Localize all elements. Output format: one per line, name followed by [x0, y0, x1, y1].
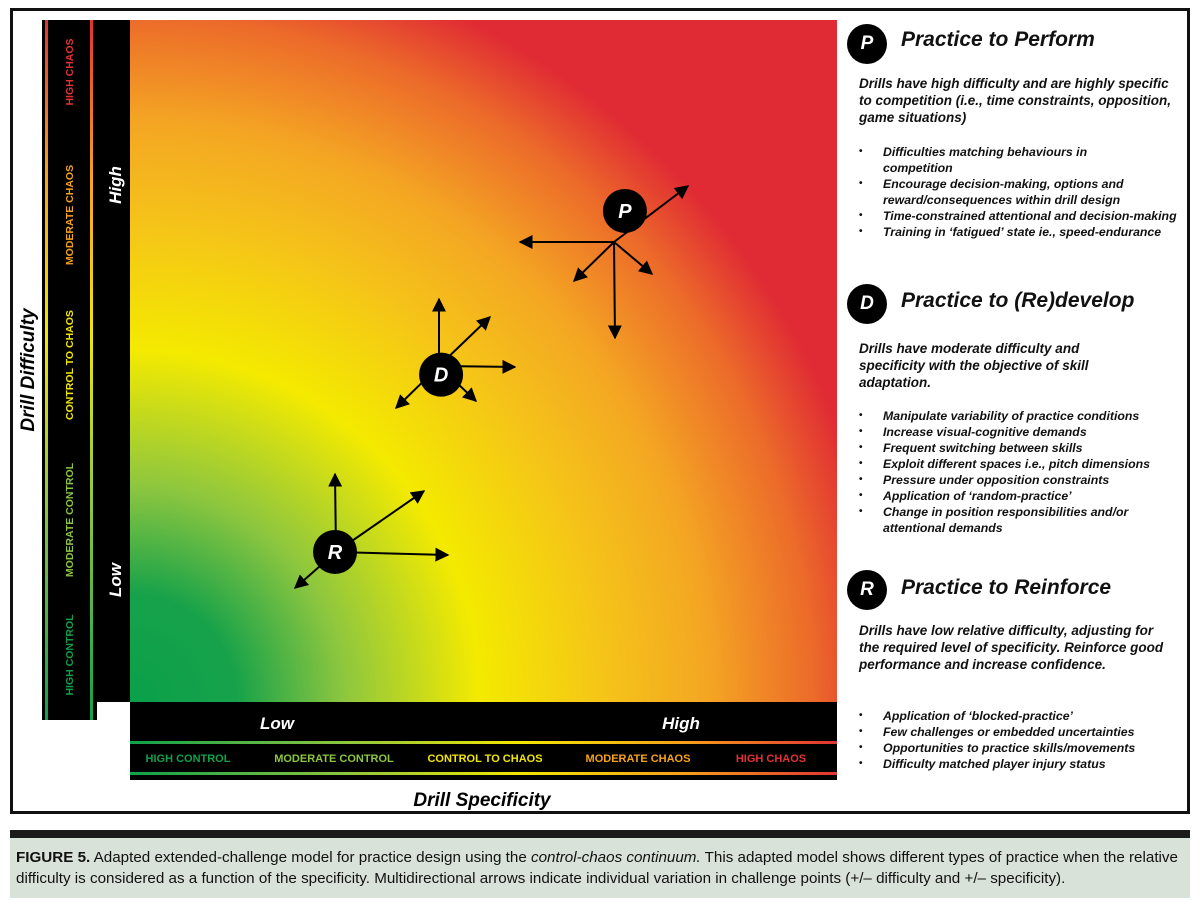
caption-text-after: This adapted model shows different types of practice when the relative difficulty is considered as a function of the specificity. Multidirectional arrows indicate individual variation in challenge points (+/– difficulty and +/– specificity).	[16, 849, 1178, 887]
list-item: • Pressure under opposition constraints	[859, 472, 1184, 488]
section-desc-redevelop: Drills have moderate difficulty and specificity with the objective of skill adaptation.	[859, 341, 1089, 390]
point-label-r: R	[327, 541, 343, 564]
figure-caption	[10, 838, 1190, 898]
badge-r: R	[847, 570, 887, 610]
list-item: • Difficulty matched player injury status	[859, 756, 1184, 772]
section-title-reinforce: Practice to Reinforce	[901, 576, 1112, 599]
y-continuum-line-right	[90, 20, 93, 720]
y-continuum-label: MODERATE CONTROL	[64, 462, 76, 578]
list-item: • Training in ‘fatigued’ state ie., speed-endurance	[859, 224, 1183, 240]
y-axis-high-label: High	[106, 166, 125, 204]
bullet-list-perform	[859, 144, 1184, 240]
list-item: • Exploit different spaces i.e., pitch dimensions	[859, 456, 1184, 472]
y-axis-title: Drill Difficulty	[18, 308, 39, 432]
list-item: • Manipulate variability of practice conditions	[859, 408, 1184, 424]
list-item: • Time-constrained attentional and decision-making	[859, 208, 1183, 224]
caption-label: FIGURE 5.	[16, 849, 91, 866]
x-continuum-line-bottom	[130, 772, 837, 775]
list-item: • Application of ‘blocked-practice’	[859, 708, 1184, 724]
section-desc-perform: Drills have high difficulty and are highly specific to competition (i.e., time constraints, opposition, game situations)	[859, 76, 1172, 125]
y-continuum-label: HIGH CONTROL	[64, 614, 76, 696]
list-item: • Frequent switching between skills	[859, 440, 1184, 456]
y-continuum-label: CONTROL TO CHAOS	[64, 310, 76, 420]
section-title-perform: Practice to Perform	[901, 28, 1095, 51]
list-item: • Application of ‘random-practice’	[859, 488, 1184, 504]
y-axis-low-label: Low	[106, 563, 125, 597]
x-axis-high-label: High	[662, 714, 700, 733]
section-desc-reinforce: Drills have low relative difficulty, adjusting for the required level of specificity. Reinforce good performance and increase confidence.	[859, 623, 1164, 672]
badge-d: D	[847, 284, 887, 324]
list-item: • Encourage decision-making, options and reward/consequences within drill design	[859, 176, 1183, 208]
y-continuum-label: MODERATE CHAOS	[64, 164, 76, 266]
x-continuum-label: CONTROL TO CHAOS	[427, 753, 543, 765]
point-label-d: D	[433, 364, 449, 387]
bullet-list-reinforce	[859, 708, 1184, 772]
x-continuum-label: HIGH CHAOS	[735, 753, 807, 765]
list-item: • Increase visual-cognitive demands	[859, 424, 1184, 440]
x-continuum-label: MODERATE CHAOS	[585, 753, 691, 765]
caption-divider	[10, 830, 1190, 838]
point-label-p: P	[618, 200, 632, 223]
plot-area	[130, 20, 837, 702]
y-continuum-label: HIGH CHAOS	[64, 38, 76, 106]
y-continuum-line-left	[45, 20, 48, 720]
x-axis-bar	[130, 702, 837, 740]
x-axis-low-label: Low	[260, 714, 294, 733]
x-continuum-line-top	[130, 741, 837, 744]
x-continuum-label: HIGH CONTROL	[145, 753, 231, 765]
y-axis-bar	[97, 20, 130, 702]
list-item: • Opportunities to practice skills/movements	[859, 740, 1184, 756]
list-item: • Change in position responsibilities and/or attentional demands	[859, 504, 1183, 536]
bullet-list-redevelop	[859, 408, 1184, 536]
caption-text-before: Adapted extended-challenge model for practice design using the	[90, 849, 531, 866]
x-continuum-label: MODERATE CONTROL	[274, 753, 394, 765]
badge-p: P	[847, 24, 887, 64]
list-item: • Few challenges or embedded uncertainties	[859, 724, 1184, 740]
list-item: • Difficulties matching behaviours in competition	[859, 144, 1113, 176]
x-axis-title: Drill Specificity	[413, 790, 551, 811]
caption-emphasis: control-chaos continuum.	[531, 849, 701, 866]
section-title-redevelop: Practice to (Re)develop	[901, 289, 1135, 312]
